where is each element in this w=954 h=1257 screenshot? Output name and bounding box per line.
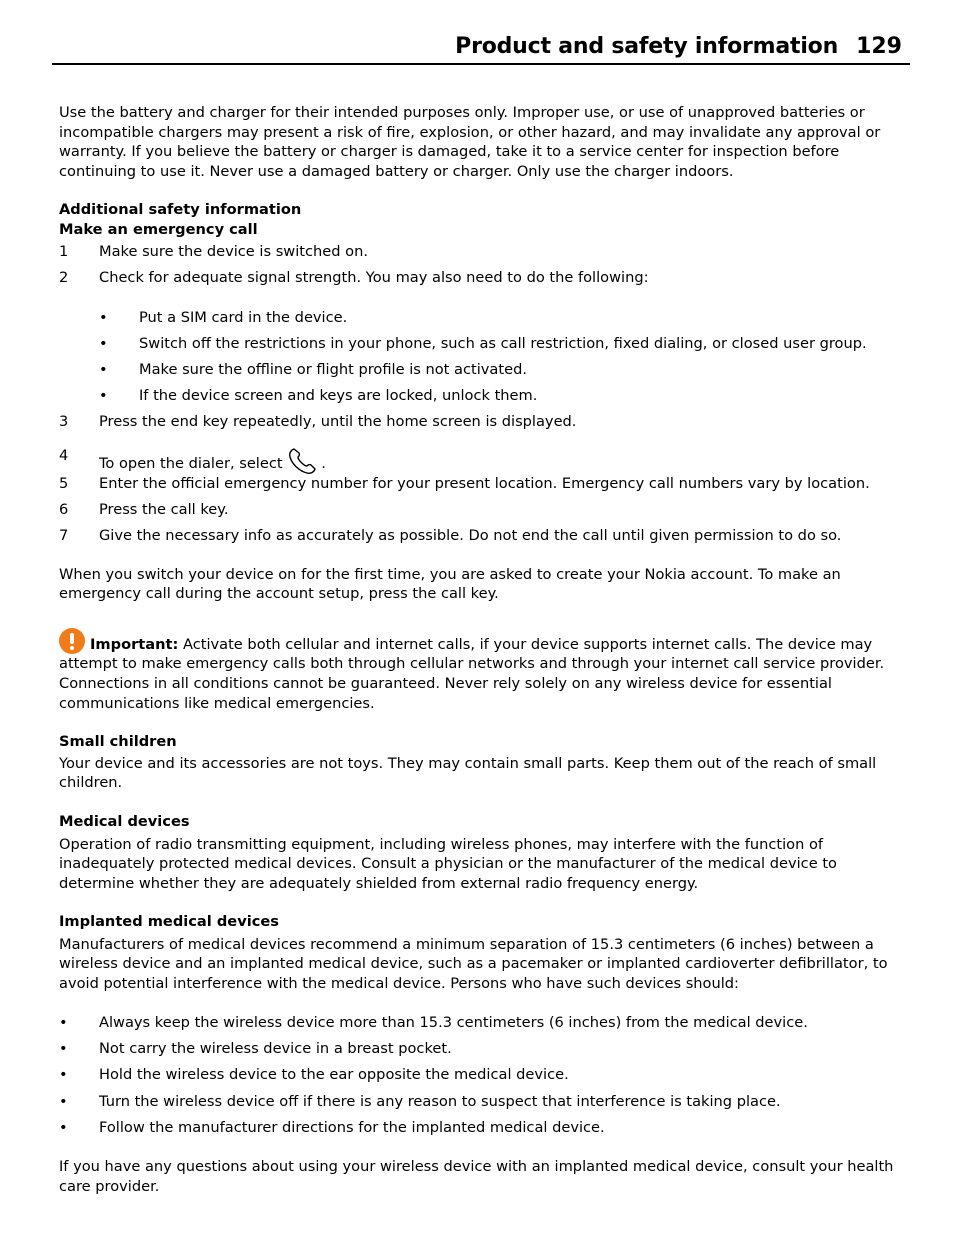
bullet: • xyxy=(99,386,108,404)
spacer xyxy=(59,294,909,308)
list-item-text: Follow the manufacturer directions for the implanted medical device. xyxy=(99,1118,605,1136)
step-text: Press the call key. xyxy=(99,500,229,518)
implanted-heading: Implanted medical devices xyxy=(59,913,279,931)
page-number: 129 xyxy=(856,34,902,59)
list-item xyxy=(59,1118,909,1144)
step-3 xyxy=(59,412,909,438)
step-number: 4 xyxy=(59,446,69,464)
important-label: Important: xyxy=(90,635,179,653)
substep-text: Put a SIM card in the device. xyxy=(139,308,348,326)
list-item-text: Not carry the wireless device in a breast pocket. xyxy=(99,1039,452,1057)
implanted-bullet-list xyxy=(59,1013,909,1144)
step-2 xyxy=(59,268,909,294)
list-item-text: Always keep the wireless device more than 15.3 centimeters (6 inches) from the medical device. xyxy=(99,1013,808,1031)
substep-text: Make sure the offline or flight profile is not activated. xyxy=(139,360,527,378)
step-7 xyxy=(59,526,909,552)
list-item xyxy=(59,1013,909,1039)
medical-devices-heading: Medical devices xyxy=(59,812,190,830)
step-text: Check for adequate signal strength. You may also need to do the following: xyxy=(99,268,649,286)
step-6 xyxy=(59,500,909,526)
implanted-text: Manufacturers of medical devices recommend a minimum separation of 15.3 centimeters (6 inches) between a wireless device and an implanted medical device, such as a pacemaker or implanted cardioverter defibrillator, to avoid potential interference with the medical device. Persons who have such devices should: xyxy=(59,935,888,993)
emergency-call-heading: Make an emergency call xyxy=(59,220,258,238)
important-note xyxy=(59,628,909,713)
bullet: • xyxy=(59,1039,68,1057)
bullet: • xyxy=(99,334,108,352)
step-5 xyxy=(59,474,909,500)
substep-text: Switch off the restrictions in your phone, such as call restriction, fixed dialing, or closed user group. xyxy=(139,334,867,352)
substep-text: If the device screen and keys are locked, unlock them. xyxy=(139,386,538,404)
step-number: 5 xyxy=(59,474,69,492)
first-time-paragraph: When you switch your device on for the first time, you are asked to create your Nokia account. To make an emergency call during the account setup, press the call key. xyxy=(59,565,841,603)
battery-paragraph: Use the battery and charger for their intended purposes only. Improper use, or use of unapproved batteries or incompatible chargers may present a risk of fire, explosion, or other hazard, and may invalidate any approval or warranty. If you believe the battery or charger is damaged, take it to a service center for inspection before continuing to use it. Never use a damaged battery or charger. Only use the charger indoors. xyxy=(59,104,881,180)
important-text: Activate both cellular and internet calls, if your device supports internet calls. The device may attempt to make emergency calls both through cellular networks and through your internet call service provider. Connections in all conditions cannot be guaranteed. Never rely solely on any wireless device for essential communications like medical emergencies. xyxy=(59,635,885,712)
bullet: • xyxy=(99,360,108,378)
list-item-text: Turn the wireless device off if there is any reason to suspect that interference is taking place. xyxy=(99,1092,781,1110)
substep xyxy=(59,386,909,412)
page-title: Product and safety information xyxy=(455,34,839,59)
bullet: • xyxy=(59,1118,68,1136)
closing-paragraph: If you have any questions about using your wireless device with an implanted medical device, consult your health care provider. xyxy=(59,1158,894,1195)
bullet: • xyxy=(59,1066,68,1084)
substep xyxy=(59,360,909,386)
step-suffix: . xyxy=(321,454,326,472)
substep xyxy=(59,308,909,334)
step-number: 3 xyxy=(59,412,69,430)
list-item xyxy=(59,1092,909,1118)
small-children-heading: Small children xyxy=(59,733,177,751)
step-number: 1 xyxy=(59,242,69,260)
substep xyxy=(59,334,909,360)
list-item-text: Hold the wireless device to the ear opposite the medical device. xyxy=(99,1066,569,1084)
additional-safety-heading: Additional safety information xyxy=(59,201,302,219)
step-text: Give the necessary info as accurately as possible. Do not end the call until given permission to do so. xyxy=(99,526,842,544)
step-text: Make sure the device is switched on. xyxy=(99,242,368,260)
step-text: Enter the official emergency number for your present location. Emergency call numbers vary by location. xyxy=(99,474,870,492)
step-text: Press the end key repeatedly, until the home screen is displayed. xyxy=(99,412,577,430)
bullet: • xyxy=(99,308,108,326)
page-header xyxy=(52,32,910,65)
medical-devices-text: Operation of radio transmitting equipment, including wireless phones, may interfere with the function of inadequately protected medical devices. Consult a physician or the manufacturer of the medical device to determine whether they are adequately shielded from external radio frequency energy. xyxy=(59,835,837,892)
list-item xyxy=(59,1065,909,1091)
step-number: 7 xyxy=(59,526,69,544)
phone-icon xyxy=(287,446,321,476)
warning-icon xyxy=(59,628,85,654)
step-number: 6 xyxy=(59,500,69,518)
bullet: • xyxy=(59,1013,68,1031)
step-1 xyxy=(59,242,909,268)
step-text: To open the dialer, select xyxy=(99,454,283,472)
step-text-wrap xyxy=(99,446,326,476)
step-number: 2 xyxy=(59,268,69,286)
step-4 xyxy=(59,440,909,476)
list-item xyxy=(59,1039,909,1065)
small-children-text: Your device and its accessories are not toys. They may contain small parts. Keep them out of the reach of small children. xyxy=(59,754,877,792)
bullet: • xyxy=(59,1092,68,1110)
page-body xyxy=(59,103,909,1215)
